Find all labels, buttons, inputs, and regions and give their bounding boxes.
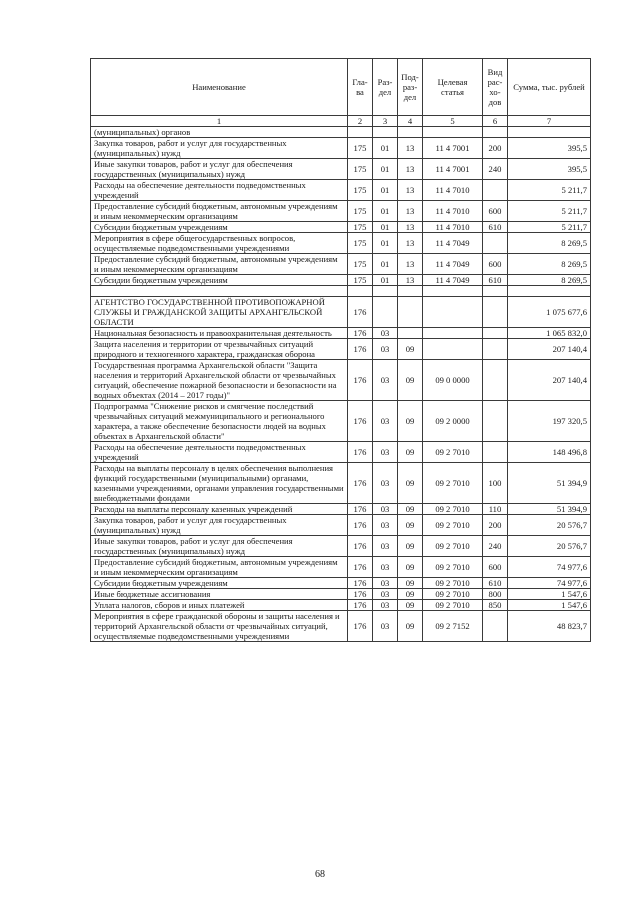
cell-subsection: 09: [398, 442, 423, 463]
budget-table: [90, 58, 591, 642]
cell-section: 03: [373, 463, 398, 504]
cell-expense-type: [483, 611, 508, 642]
cell-subsection: 09: [398, 536, 423, 557]
cell-name: Предоставление субсидий бюджетным, автономным учреждениям и иным некоммерческим организациям: [91, 254, 348, 275]
cell-name: Государственная программа Архангельской области "Защита населения и территорий Архангельской области от чрезвычайных ситуаций, обеспечение пожарной безопасности и безопасности на водных объектах (2014 – 2017 годы)": [91, 360, 348, 401]
cell-sum: 395,5: [508, 138, 591, 159]
table-row: [91, 442, 591, 463]
cell-section: 01: [373, 222, 398, 233]
cell-chapter: 176: [348, 611, 373, 642]
cell-target-article: [423, 328, 483, 339]
cell-subsection: 09: [398, 557, 423, 578]
cell-expense-type: 600: [483, 557, 508, 578]
header-row: [91, 59, 591, 116]
cell-sum: 1 547,6: [508, 589, 591, 600]
cell-sum: 207 140,4: [508, 339, 591, 360]
column-number: 4: [398, 116, 423, 127]
cell-subsection: 13: [398, 254, 423, 275]
cell-sum: 5 211,7: [508, 222, 591, 233]
table-row: [91, 222, 591, 233]
cell-subsection: 13: [398, 275, 423, 286]
cell-section: 03: [373, 589, 398, 600]
cell-target-article: 09 2 7010: [423, 463, 483, 504]
table-row: [91, 463, 591, 504]
cell-name: Мероприятия в сфере гражданской обороны и защиты населения и территорий Архангельской области от чрезвычайных ситуаций, осуществляемые подведомственными учреждениями: [91, 611, 348, 642]
cell-sum: 1 075 677,6: [508, 297, 591, 328]
header-section: Раз-дел: [373, 59, 398, 116]
cell-section: 01: [373, 138, 398, 159]
cell-section: 03: [373, 339, 398, 360]
cell-chapter: 176: [348, 328, 373, 339]
cell-sum: 20 576,7: [508, 515, 591, 536]
header-name: Наименование: [91, 59, 348, 116]
cell-sum: 74 977,6: [508, 557, 591, 578]
column-number: 2: [348, 116, 373, 127]
cell-name: Национальная безопасность и правоохранительная деятельность: [91, 328, 348, 339]
cell-sum: 51 394,9: [508, 463, 591, 504]
column-number: 3: [373, 116, 398, 127]
cell-sum: 197 320,5: [508, 401, 591, 442]
table-row: [91, 201, 591, 222]
cell-sum: 74 977,6: [508, 578, 591, 589]
cell-target-article: 09 2 7010: [423, 504, 483, 515]
cell-target-article: 11 4 7010: [423, 222, 483, 233]
cell-chapter: 176: [348, 360, 373, 401]
table-row: [91, 159, 591, 180]
cell-target-article: 11 4 7001: [423, 138, 483, 159]
cell-subsection: 09: [398, 589, 423, 600]
cell-chapter: 176: [348, 442, 373, 463]
cell-section: [373, 297, 398, 328]
cell-chapter: 175: [348, 159, 373, 180]
cell-chapter: 176: [348, 600, 373, 611]
cell-section: 03: [373, 504, 398, 515]
cell-section: 03: [373, 442, 398, 463]
cell-target-article: 11 4 7049: [423, 254, 483, 275]
cell-target-article: [423, 127, 483, 138]
cell-expense-type: 610: [483, 222, 508, 233]
cell-section: 03: [373, 578, 398, 589]
cell-target-article: [423, 286, 483, 297]
cell-sum: 51 394,9: [508, 504, 591, 515]
cell-sum: 5 211,7: [508, 201, 591, 222]
cell-expense-type: [483, 297, 508, 328]
column-number: 7: [508, 116, 591, 127]
cell-subsection: 13: [398, 233, 423, 254]
cell-chapter: 176: [348, 515, 373, 536]
cell-sum: 8 269,5: [508, 233, 591, 254]
cell-subsection: [398, 297, 423, 328]
cell-chapter: 176: [348, 297, 373, 328]
table-row: [91, 127, 591, 138]
cell-expense-type: [483, 180, 508, 201]
cell-expense-type: 850: [483, 600, 508, 611]
cell-expense-type: [483, 286, 508, 297]
cell-subsection: 09: [398, 401, 423, 442]
cell-target-article: 11 4 7010: [423, 201, 483, 222]
table-row: [91, 504, 591, 515]
cell-chapter: 176: [348, 504, 373, 515]
column-number: 6: [483, 116, 508, 127]
cell-sum: 1 065 832,0: [508, 328, 591, 339]
cell-section: 01: [373, 201, 398, 222]
cell-name: Подпрограмма "Снижение рисков и смягчение последствий чрезвычайных ситуаций межмуниципального и регионального характера, а также обеспечение безопасности людей на водных объектах в Архангельской области": [91, 401, 348, 442]
cell-subsection: 13: [398, 159, 423, 180]
agency-row: [91, 297, 591, 328]
cell-sum: 8 269,5: [508, 275, 591, 286]
cell-target-article: 09 2 7010: [423, 515, 483, 536]
cell-subsection: 13: [398, 138, 423, 159]
cell-subsection: 09: [398, 600, 423, 611]
cell-expense-type: 100: [483, 463, 508, 504]
column-number-row: [91, 116, 591, 127]
cell-target-article: 09 2 0000: [423, 401, 483, 442]
cell-section: 03: [373, 515, 398, 536]
cell-subsection: 13: [398, 201, 423, 222]
cell-expense-type: 200: [483, 515, 508, 536]
cell-subsection: 13: [398, 222, 423, 233]
cell-sum: 1 547,6: [508, 600, 591, 611]
cell-name: Расходы на обеспечение деятельности подведомственных учреждений: [91, 442, 348, 463]
cell-subsection: 09: [398, 360, 423, 401]
table-row: [91, 611, 591, 642]
header-target-article: Целевая статья: [423, 59, 483, 116]
cell-section: [373, 286, 398, 297]
column-number: 5: [423, 116, 483, 127]
header-expense-type: Вид рас-хо-дов: [483, 59, 508, 116]
cell-expense-type: 240: [483, 159, 508, 180]
table-row: [91, 515, 591, 536]
cell-section: [373, 127, 398, 138]
cell-section: 03: [373, 611, 398, 642]
cell-name: Субсидии бюджетным учреждениям: [91, 222, 348, 233]
cell-sum: [508, 127, 591, 138]
table-row: [91, 536, 591, 557]
cell-name: Защита населения и территории от чрезвычайных ситуаций природного и техногенного характера, гражданская оборона: [91, 339, 348, 360]
cell-sum: 395,5: [508, 159, 591, 180]
cell-sum: 148 496,8: [508, 442, 591, 463]
cell-expense-type: [483, 442, 508, 463]
cell-chapter: 176: [348, 578, 373, 589]
cell-name: (муниципальных) органов: [91, 127, 348, 138]
cell-section: 03: [373, 600, 398, 611]
cell-chapter: 176: [348, 401, 373, 442]
cell-expense-type: 610: [483, 275, 508, 286]
cell-subsection: 09: [398, 515, 423, 536]
table-row: [91, 600, 591, 611]
cell-target-article: 09 0 0000: [423, 360, 483, 401]
cell-chapter: 176: [348, 557, 373, 578]
cell-chapter: 176: [348, 536, 373, 557]
cell-section: 01: [373, 159, 398, 180]
page-number: 68: [315, 869, 325, 880]
cell-target-article: 09 2 7010: [423, 536, 483, 557]
cell-chapter: 175: [348, 275, 373, 286]
cell-name: Уплата налогов, сборов и иных платежей: [91, 600, 348, 611]
table-body: [91, 127, 591, 642]
cell-target-article: 09 2 7010: [423, 442, 483, 463]
cell-target-article: 09 2 7010: [423, 600, 483, 611]
header-subsection: Под-раз-дел: [398, 59, 423, 116]
cell-target-article: 11 4 7001: [423, 159, 483, 180]
cell-section: 01: [373, 233, 398, 254]
cell-section: 01: [373, 254, 398, 275]
cell-name: Расходы на обеспечение деятельности подведомственных учреждений: [91, 180, 348, 201]
table-row: [91, 589, 591, 600]
cell-expense-type: 110: [483, 504, 508, 515]
cell-subsection: 13: [398, 180, 423, 201]
cell-expense-type: 800: [483, 589, 508, 600]
cell-sum: 20 576,7: [508, 536, 591, 557]
cell-chapter: 175: [348, 180, 373, 201]
cell-target-article: [423, 339, 483, 360]
cell-chapter: 176: [348, 589, 373, 600]
cell-chapter: 175: [348, 254, 373, 275]
cell-subsection: 09: [398, 504, 423, 515]
table-row: [91, 180, 591, 201]
cell-section: 03: [373, 536, 398, 557]
cell-name: Иные закупки товаров, работ и услуг для обеспечения государственных (муниципальных) нужд: [91, 159, 348, 180]
cell-expense-type: [483, 360, 508, 401]
cell-subsection: [398, 286, 423, 297]
cell-name: Мероприятия в сфере общегосударственных вопросов, осуществляемые подведомственными учреждениями: [91, 233, 348, 254]
table-row: [91, 233, 591, 254]
cell-target-article: 09 2 7010: [423, 578, 483, 589]
cell-expense-type: [483, 127, 508, 138]
cell-target-article: 09 2 7010: [423, 557, 483, 578]
cell-expense-type: 610: [483, 578, 508, 589]
cell-name: [91, 286, 348, 297]
cell-chapter: 176: [348, 339, 373, 360]
table-row: [91, 138, 591, 159]
cell-name: Расходы на выплаты персоналу казенных учреждений: [91, 504, 348, 515]
cell-name: Субсидии бюджетным учреждениям: [91, 275, 348, 286]
cell-name: Закупка товаров, работ и услуг для государственных (муниципальных) нужд: [91, 515, 348, 536]
cell-name: Иные закупки товаров, работ и услуг для обеспечения государственных (муниципальных) нужд: [91, 536, 348, 557]
cell-subsection: [398, 328, 423, 339]
cell-target-article: 11 4 7010: [423, 180, 483, 201]
table-row: [91, 578, 591, 589]
cell-subsection: [398, 127, 423, 138]
header-sum: Сумма, тыс. рублей: [508, 59, 591, 116]
cell-chapter: [348, 127, 373, 138]
table-row: [91, 286, 591, 297]
cell-target-article: [423, 297, 483, 328]
cell-chapter: [348, 286, 373, 297]
table-row: [91, 328, 591, 339]
cell-section: 03: [373, 557, 398, 578]
cell-expense-type: 600: [483, 201, 508, 222]
cell-expense-type: 200: [483, 138, 508, 159]
table-row: [91, 275, 591, 286]
cell-target-article: 09 2 7152: [423, 611, 483, 642]
cell-sum: 5 211,7: [508, 180, 591, 201]
table-row: [91, 254, 591, 275]
cell-section: 01: [373, 275, 398, 286]
cell-chapter: 176: [348, 463, 373, 504]
column-number: 1: [91, 116, 348, 127]
cell-sum: 207 140,4: [508, 360, 591, 401]
cell-name: Субсидии бюджетным учреждениям: [91, 578, 348, 589]
cell-section: 03: [373, 328, 398, 339]
cell-subsection: 09: [398, 578, 423, 589]
cell-section: 03: [373, 360, 398, 401]
cell-name: Предоставление субсидий бюджетным, автономным учреждениям и иным некоммерческим организациям: [91, 557, 348, 578]
table-row: [91, 401, 591, 442]
cell-subsection: 09: [398, 611, 423, 642]
cell-name: АГЕНТСТВО ГОСУДАРСТВЕННОЙ ПРОТИВОПОЖАРНОЙ СЛУЖБЫ И ГРАЖДАНСКОЙ ЗАЩИТЫ АРХАНГЕЛЬСКОЙ ОБЛАСТИ: [91, 297, 348, 328]
cell-name: Расходы на выплаты персоналу в целях обеспечения выполнения функций государственными (муниципальными) органами, казенными учреждениями, органами управления государственными внебюджетными фондами: [91, 463, 348, 504]
cell-target-article: 11 4 7049: [423, 233, 483, 254]
cell-expense-type: [483, 401, 508, 442]
cell-section: 03: [373, 401, 398, 442]
cell-sum: 8 269,5: [508, 254, 591, 275]
cell-name: Предоставление субсидий бюджетным, автономным учреждениям и иным некоммерческим организациям: [91, 201, 348, 222]
cell-sum: [508, 286, 591, 297]
cell-chapter: 175: [348, 233, 373, 254]
cell-expense-type: [483, 233, 508, 254]
header-chapter: Гла-ва: [348, 59, 373, 116]
cell-sum: 48 823,7: [508, 611, 591, 642]
table-row: [91, 557, 591, 578]
cell-expense-type: 240: [483, 536, 508, 557]
cell-name: Закупка товаров, работ и услуг для государственных (муниципальных) нужд: [91, 138, 348, 159]
cell-expense-type: 600: [483, 254, 508, 275]
cell-chapter: 175: [348, 201, 373, 222]
table-row: [91, 339, 591, 360]
table-row: [91, 360, 591, 401]
cell-chapter: 175: [348, 222, 373, 233]
cell-chapter: 175: [348, 138, 373, 159]
cell-name: Иные бюджетные ассигнования: [91, 589, 348, 600]
cell-subsection: 09: [398, 339, 423, 360]
cell-subsection: 09: [398, 463, 423, 504]
cell-target-article: 09 2 7010: [423, 589, 483, 600]
cell-expense-type: [483, 339, 508, 360]
cell-expense-type: [483, 328, 508, 339]
cell-section: 01: [373, 180, 398, 201]
cell-target-article: 11 4 7049: [423, 275, 483, 286]
